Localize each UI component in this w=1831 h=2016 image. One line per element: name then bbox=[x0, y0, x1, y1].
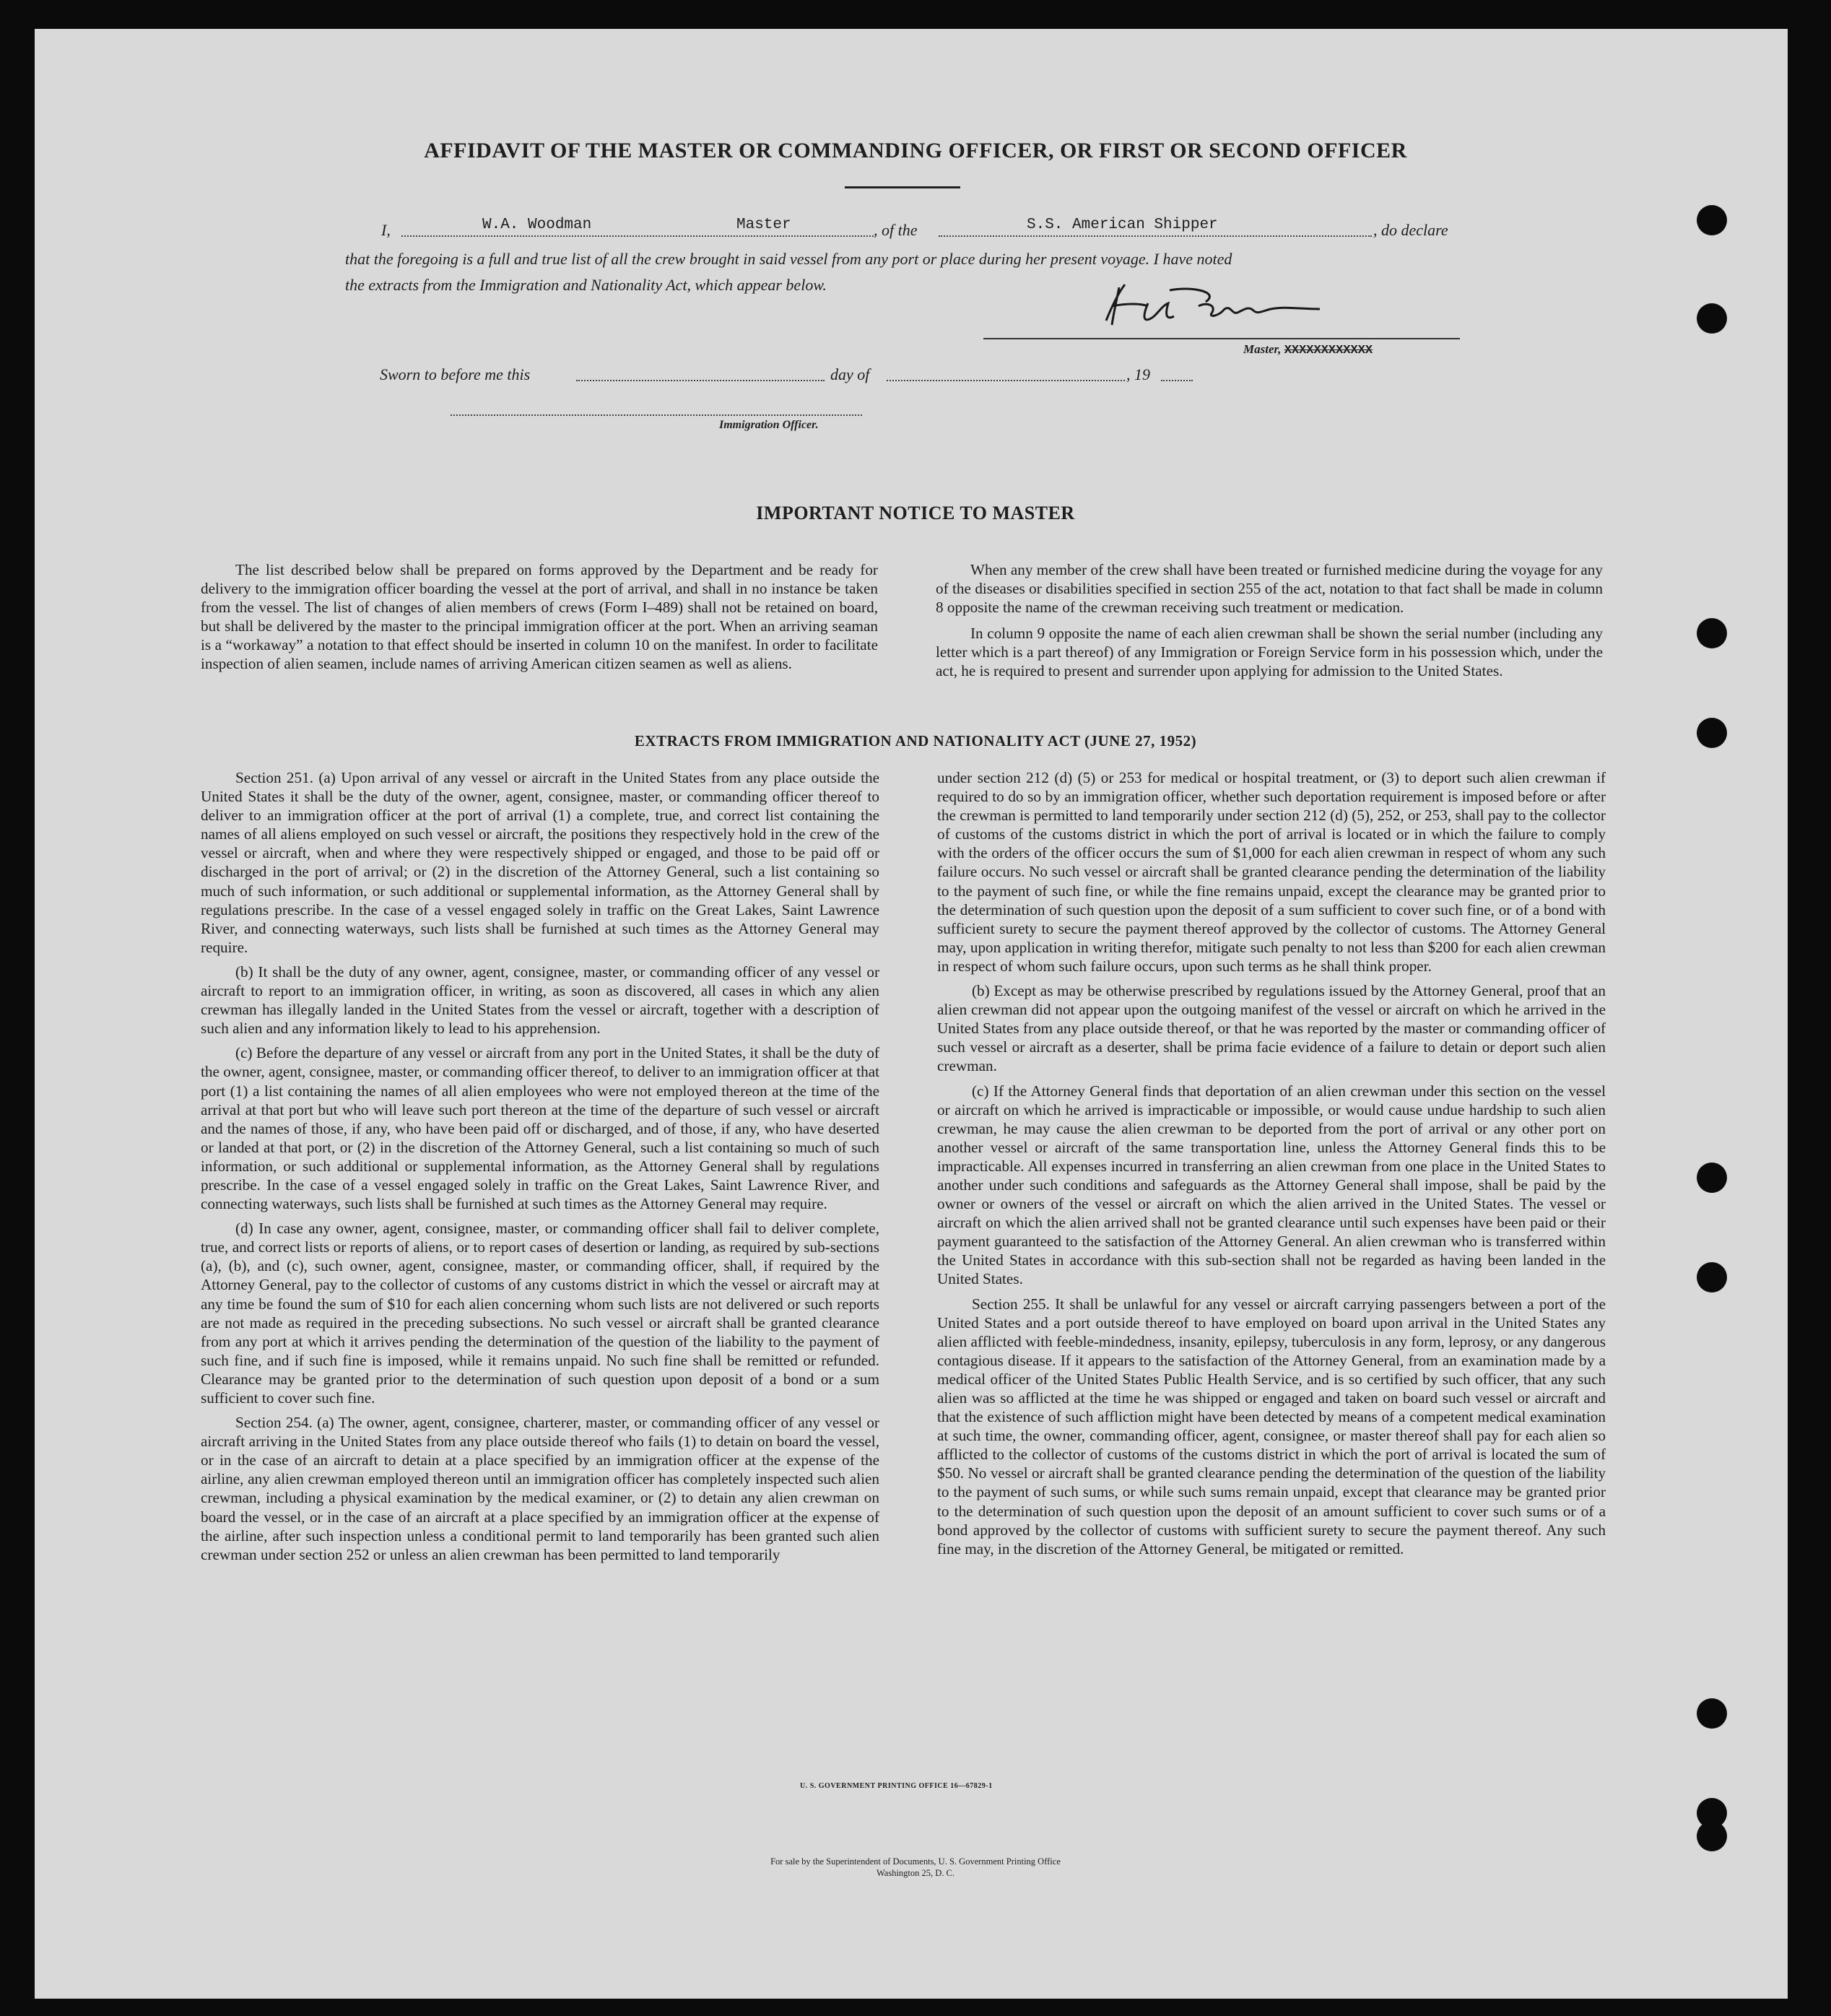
year-line bbox=[1161, 380, 1193, 381]
sale-notice bbox=[0, 1856, 1831, 1879]
punch-hole bbox=[1697, 1163, 1727, 1193]
notice-paragraph: When any member of the crew shall have been treated or furnished medicine during the voyage for any of the diseases or disabilities specified in section 255 of the act, notation to that fact shall be made in column 8 opposite the name of the crewman receiving such treatment or medication. bbox=[936, 561, 1603, 617]
sworn-label: Sworn to before me this bbox=[380, 365, 531, 383]
affidavit-declaration-line: that the foregoing is a full and true list of all the crew brought in said vessel from any port or place during her present voyage. I have noted bbox=[345, 250, 1232, 268]
sale-line: For sale by the Superintendent of Documents, U. S. Government Printing Office bbox=[770, 1856, 1061, 1867]
year-label: , 19 bbox=[1126, 365, 1150, 383]
sale-line: Washington 25, D. C. bbox=[876, 1868, 955, 1878]
printer-imprint: U. S. GOVERNMENT PRINTING OFFICE 16—67829-1 bbox=[800, 1782, 993, 1790]
punch-hole bbox=[1697, 303, 1727, 334]
struck-out-text: XXXXXXXXXXXX bbox=[1284, 344, 1373, 357]
affidavit-i-label: I, bbox=[381, 221, 391, 239]
signature-line bbox=[983, 338, 1460, 339]
name-field-line bbox=[401, 235, 874, 237]
of-the-label: , of the bbox=[874, 221, 918, 239]
officer-signature-line bbox=[451, 414, 862, 416]
act-section-paragraph: Section 255. It shall be unlawful for any vessel or aircraft carrying passengers between a port of the United States and a port outside thereof to have employed on board upon arrival in the United States any alien afflicted with feeble-mindedness, insanity, epilepsy, tuberculosis in any form, leprosy, or any dangerous contagious disease. If it appears to the satisfaction of the Attorney General, from an examination made by a medical officer of the United States Public Health Service, and is so certified by such officer, that any such alien was so afflicted at the time he was shipped or engaged and taken on board such vessel or aircraft and that the existence of such affliction might have been detected by means of a competent medical examination at such time, the owner, commanding officer, agent, consignee, or master thereof shall pay for each alien so afflicted to the collector of customs of the customs district in which the port of arrival is located the sum of $50. No vessel or aircraft shall be granted clearance pending the determination of the question of the liability to the payment of such sums, or while such sums remain unpaid, except that clearance may be granted prior to the determination of such question upon the deposit of an amount sufficient to cover such sums or of a bond approved by the collector of customs with sufficient surety to secure the payment thereof. Any such fine may, in the discretion of the Attorney General, be mitigated or remitted. bbox=[937, 1295, 1606, 1557]
punch-hole bbox=[1697, 1262, 1727, 1292]
title-rule bbox=[845, 186, 960, 188]
notice-paragraph: In column 9 opposite the name of each alien crewman shall be shown the serial number (including any letter which is a part thereof) of any Immigration or Foreign Service form in his possession which, under the act, he is required to present and surrender upon applying for admission to the United States. bbox=[936, 625, 1603, 680]
do-declare-label: , do declare bbox=[1373, 221, 1448, 239]
act-section-paragraph: (b) Except as may be otherwise prescribed by regulations issued by the Attorney General, proof that an alien crewman did not appear upon the outgoing manifest of the vessel or aircraft on which he arrived in the United States from any place outside thereof, or that he was reported by the master or commanding officer of such vessel or aircraft as a deserter, shall be prima facie evidence of a failure to detain or deport such alien crewman. bbox=[937, 982, 1606, 1075]
master-signature bbox=[1090, 277, 1328, 335]
notice-paragraph: The list described below shall be prepared on forms approved by the Department and be ready for delivery to the immigration officer boarding the vessel at the port of arrival, and shall in no instance be taken from the vessel. The list of changes of alien members of crews (Form I–489) shall not be retained on board, but shall be delivered by the master to the principal immigration officer at the port. When an arriving seaman is a “workaway” a notation to that effect should be inserted in column 10 on the manifest. In order to facilitate inspection of alien seamen, include names of arriving American citizen seamen as well as aliens. bbox=[201, 561, 878, 673]
extracts-title: EXTRACTS FROM IMMIGRATION AND NATIONALITY ACT (JUNE 27, 1952) bbox=[634, 732, 1197, 750]
act-section-paragraph: (c) If the Attorney General finds that deportation of an alien crewman under this section on the vessel or aircraft on which he arrived is impracticable or impossible, or would cause undue hardship to such alien crewman, he may cause the alien crewman to be deported from the port of arrival or any other port on another vessel or aircraft of the same transportation line, unless the Attorney General finds this to be impracticable. All expenses incurred in transferring an alien crewman from one place in the United States to another under such conditions and safeguards as the Attorney General shall impose, shall be paid by the owner or owners of the vessel or aircraft on which the alien arrived in the United States. The vessel or aircraft on which the alien arrived shall not be granted clearance until such expenses have been paid or their payment guaranteed to the satisfaction of the Attorney General. An alien crewman who is transferred within the United States in accordance with this sub-section shall not be regarded as having been landed in the United States. bbox=[937, 1082, 1606, 1288]
master-name-field: W.A. Woodman bbox=[482, 217, 592, 233]
act-section-paragraph: Section 251. (a) Upon arrival of any vessel or aircraft in the United States from any place outside the United States it shall be the duty of the owner, agent, consignee, master, or commanding officer thereof to deliver to an immigration officer at the port of arrival (1) a complete, true, and correct list containing the names of all aliens employed on such vessel or aircraft, the positions they respectively hold in the crew of the vessel or aircraft, when and where they were respectively shipped or engaged, and those to be paid off or discharged in the port of arrival; or (2) in the discretion of the Attorney General, such a list containing so much of such information, or such additional or supplemental information, as the Attorney General shall by regulations prescribe. In the case of a vessel engaged solely in traffic on the Great Lakes, Saint Lawrence River, and connecting waterways, such lists shall be furnished at such times as the Attorney General may require. bbox=[201, 769, 879, 956]
month-line bbox=[887, 380, 1125, 381]
act-section-paragraph: (d) In case any owner, agent, consignee, master, or commanding officer shall fail to deliver complete, true, and correct lists or reports of aliens, or to report cases of desertion or landing, as required by sub-sections (a), (b), and (c), such owner, agent, consignee, master, or commanding officer, shall, if required by the Attorney General, pay to the collector of customs of any customs district in which the vessel or aircraft may at any time be found the sum of $10 for each alien concerning whom such lists are not delivered or such reports are not made as required in the preceding subsections. No such vessel or aircraft shall be granted clearance from any port at which it arrives pending the determination of the question of the liability to the payment of such fine, and if such fine is imposed, while it remains unpaid. No such fine shall be remitted or refunded. Clearance may be granted prior to the determination of such question upon deposit of a bond or a sum sufficient to cover such fine. bbox=[201, 1220, 879, 1407]
extracts-right-column bbox=[937, 768, 1606, 1558]
immigration-officer-caption: Immigration Officer. bbox=[719, 419, 819, 431]
punch-hole bbox=[1697, 1821, 1727, 1851]
act-section-paragraph: (c) Before the departure of any vessel or aircraft from any port in the United States, it shall be the duty of the owner, agent, consignee, master, or commanding officer thereof, to deliver to an immigration officer at that port (1) a list containing the names of all alien employees who were not employed thereon at the time of the arrival at that port but who will leave such port thereon at the time of the departure of such vessel or aircraft and the names of those, if any, who have been paid off or discharged, and of those, if any, who have deserted or landed at that port, or (2) in the discretion of the Attorney General, such a list containing so much of such information, or such additional or supplemental information, as the Attorney General shall by regulations prescribe. In the case of a vessel engaged solely in traffic on the Great Lakes, Saint Lawrence River, and connecting waterways, such lists shall be furnished at such times as the Attorney General may require. bbox=[201, 1044, 879, 1213]
punch-hole bbox=[1697, 1698, 1727, 1729]
notice-right-column bbox=[936, 560, 1603, 681]
act-section-paragraph: under section 212 (d) (5) or 253 for medical or hospital treatment, or (3) to deport such alien crewman if required to do so by an immigration officer, whether such deportation requirement is imposed before or after the crewman is permitted to land temporarily under section 212 (d) (5), 252, or 253, shall pay to the collector of customs of the customs district in which the port of arrival is located or in which the failure to comply with the orders of the officer occurs the sum of $1,000 for each alien crewman in respect of whom any such failure occurs. No such vessel or aircraft shall be granted clearance pending the determination of the liability to the payment of such fine, or while the fine remains unpaid, except the clearance may be granted prior to the determination of such question upon the deposit of a sum sufficient to cover such fine, or of a bond with sufficient surety to secure the payment thereof approved by the collector of customs. The Attorney General may, upon application in writing therefor, mitigate such penalty to not less than $200 for each alien crewman in respect of whom such failure occurs, upon such terms as he shall think proper. bbox=[937, 769, 1606, 975]
sworn-date-line bbox=[576, 380, 825, 381]
act-section-paragraph: Section 254. (a) The owner, agent, consignee, charterer, master, or commanding officer of any vessel or aircraft arriving in the United States from any place outside thereof who fails (1) to detain on board the vessel, or in the case of an aircraft to detain at a place specified by an immigration officer at the expense of the airline, any alien crewman employed thereon until an immigration officer has completely inspected such alien crewman, including a physical examination by the medical examiner, or (2) to detain any alien crewman on board the vessel, or in the case of an aircraft at a place specified by an immigration officer at the expense of the airline, after such inspection unless a conditional permit to land temporarily has been granted such alien crewman under section 252 or unless an alien crewman has been permitted to land temporarily bbox=[201, 1414, 879, 1563]
rank-field: Master bbox=[736, 217, 791, 233]
affidavit-title: AFFIDAVIT OF THE MASTER OR COMMANDING OFFICER, OR FIRST OR SECOND OFFICER bbox=[424, 139, 1407, 162]
punch-hole bbox=[1697, 618, 1727, 648]
master-caption bbox=[1243, 342, 1373, 357]
affidavit-declaration-line: the extracts from the Immigration and Nationality Act, which appear below. bbox=[345, 276, 827, 294]
extracts-left-column bbox=[201, 768, 879, 1564]
notice-left-column bbox=[201, 560, 878, 674]
master-caption-label: Master, bbox=[1243, 342, 1282, 356]
day-of-label: day of bbox=[830, 365, 870, 383]
vessel-field-line bbox=[939, 235, 1372, 237]
vessel-name-field: S.S. American Shipper bbox=[1027, 217, 1218, 233]
act-section-paragraph: (b) It shall be the duty of any owner, agent, consignee, master, or commanding officer of any vessel or aircraft to report to an immigration officer, in writing, as soon as discovered, all cases in which any alien crewman has illegally landed in the United States from the vessel or aircraft, together with a description of such alien and any information likely to lead to his apprehension. bbox=[201, 963, 879, 1038]
punch-hole bbox=[1697, 205, 1727, 235]
notice-title: IMPORTANT NOTICE TO MASTER bbox=[756, 503, 1075, 523]
